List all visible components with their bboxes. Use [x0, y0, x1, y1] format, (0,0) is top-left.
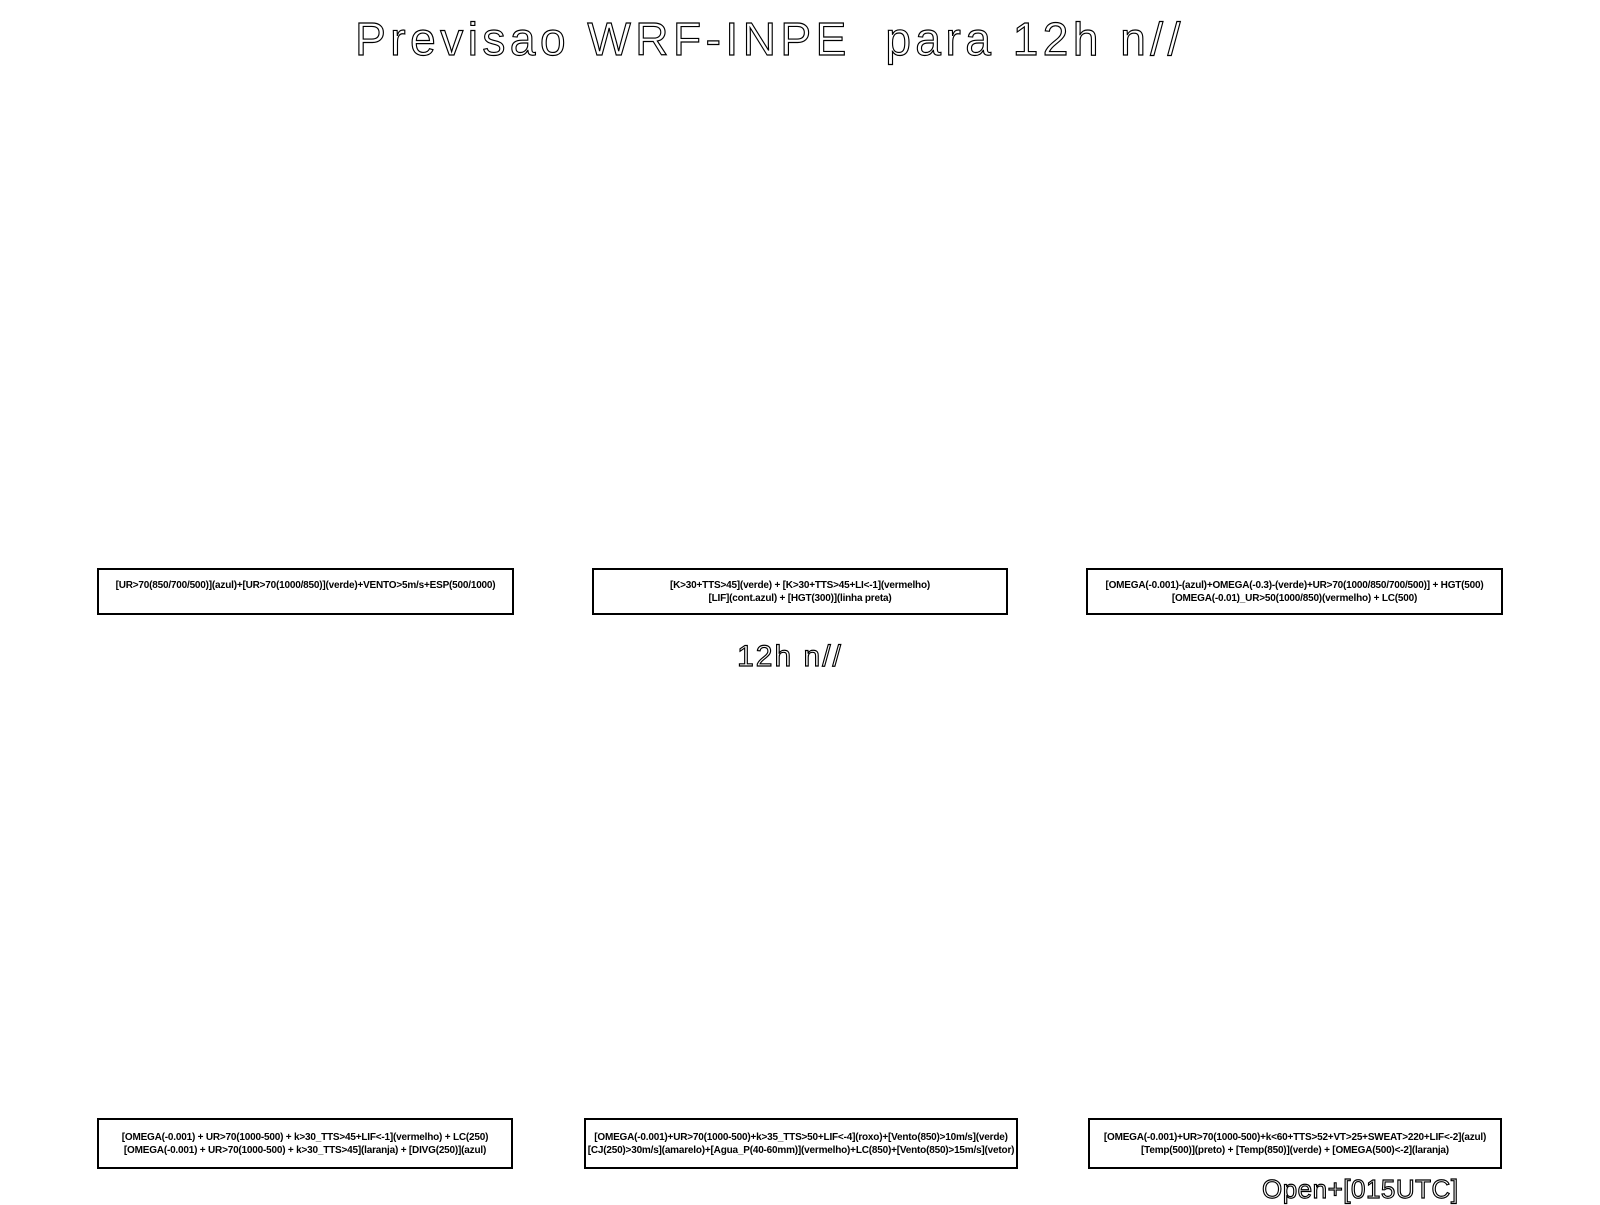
legend-line: [K>30+TTS>45](verde) + [K>30+TTS>45+LI<-1](vermelho): [670, 579, 930, 591]
legend-line: [UR>70(850/700/500)](azul)+[UR>70(1000/850)](verde)+VENTO>5m/s+ESP(500/1000): [115, 579, 496, 591]
legend-line: [OMEGA(-0.001)+UR>70(1000-500)+k>35_TTS>50+LIF<-4](roxo)+[Vento(850)>10m/s](verde): [594, 1131, 1008, 1143]
legend-line: [CJ(250)>30m/s](amarelo)+[Agua_P(40-60mm)](vermelho)+LC(850)+[Vento(850)>15m/s](vetor): [587, 1144, 1015, 1156]
legend-line: [OMEGA(-0.001)+UR>70(1000-500)+k<60+TTS>52+VT>25+SWEAT>220+LIF<-2](azul): [1103, 1131, 1487, 1143]
legend-line: [LIF](cont.azul) + [HGT(300)](linha preta): [708, 592, 892, 604]
center-caption: 12h n//: [737, 640, 843, 673]
legend-line: [OMEGA(-0.01)_UR>50(1000/850)(vermelho) + LC(500): [1171, 592, 1418, 604]
legend-box-top-center: [592, 568, 1008, 615]
legend-box-bottom-right: [1088, 1118, 1502, 1169]
footer-label: Open+[015UTC]: [1262, 1174, 1459, 1204]
legend-line: [OMEGA(-0.001) + UR>70(1000-500) + k>30_TTS>45](laranja) + [DIVG(250)](azul): [123, 1144, 487, 1156]
legend-line: [OMEGA(-0.001) + UR>70(1000-500) + k>30_TTS>45+LIF<-1](vermelho) + LC(250): [121, 1131, 489, 1143]
legend-line: [Temp(500)](preto) + [Temp(850)](verde) + [OMEGA(500)<-2](laranja): [1141, 1144, 1449, 1156]
legend-box-top-right: [1086, 568, 1503, 615]
legend-box-bottom-left: [97, 1118, 513, 1169]
legend-box-top-left: [97, 568, 514, 615]
legend-line: [OMEGA(-0.001)-(azul)+OMEGA(-0.3)-(verde)+UR>70(1000/850/700/500)] + HGT(500): [1105, 579, 1484, 591]
page-title: Previsao WRF-INPE para 12h n//: [355, 13, 1185, 65]
legend-box-bottom-center: [584, 1118, 1018, 1169]
